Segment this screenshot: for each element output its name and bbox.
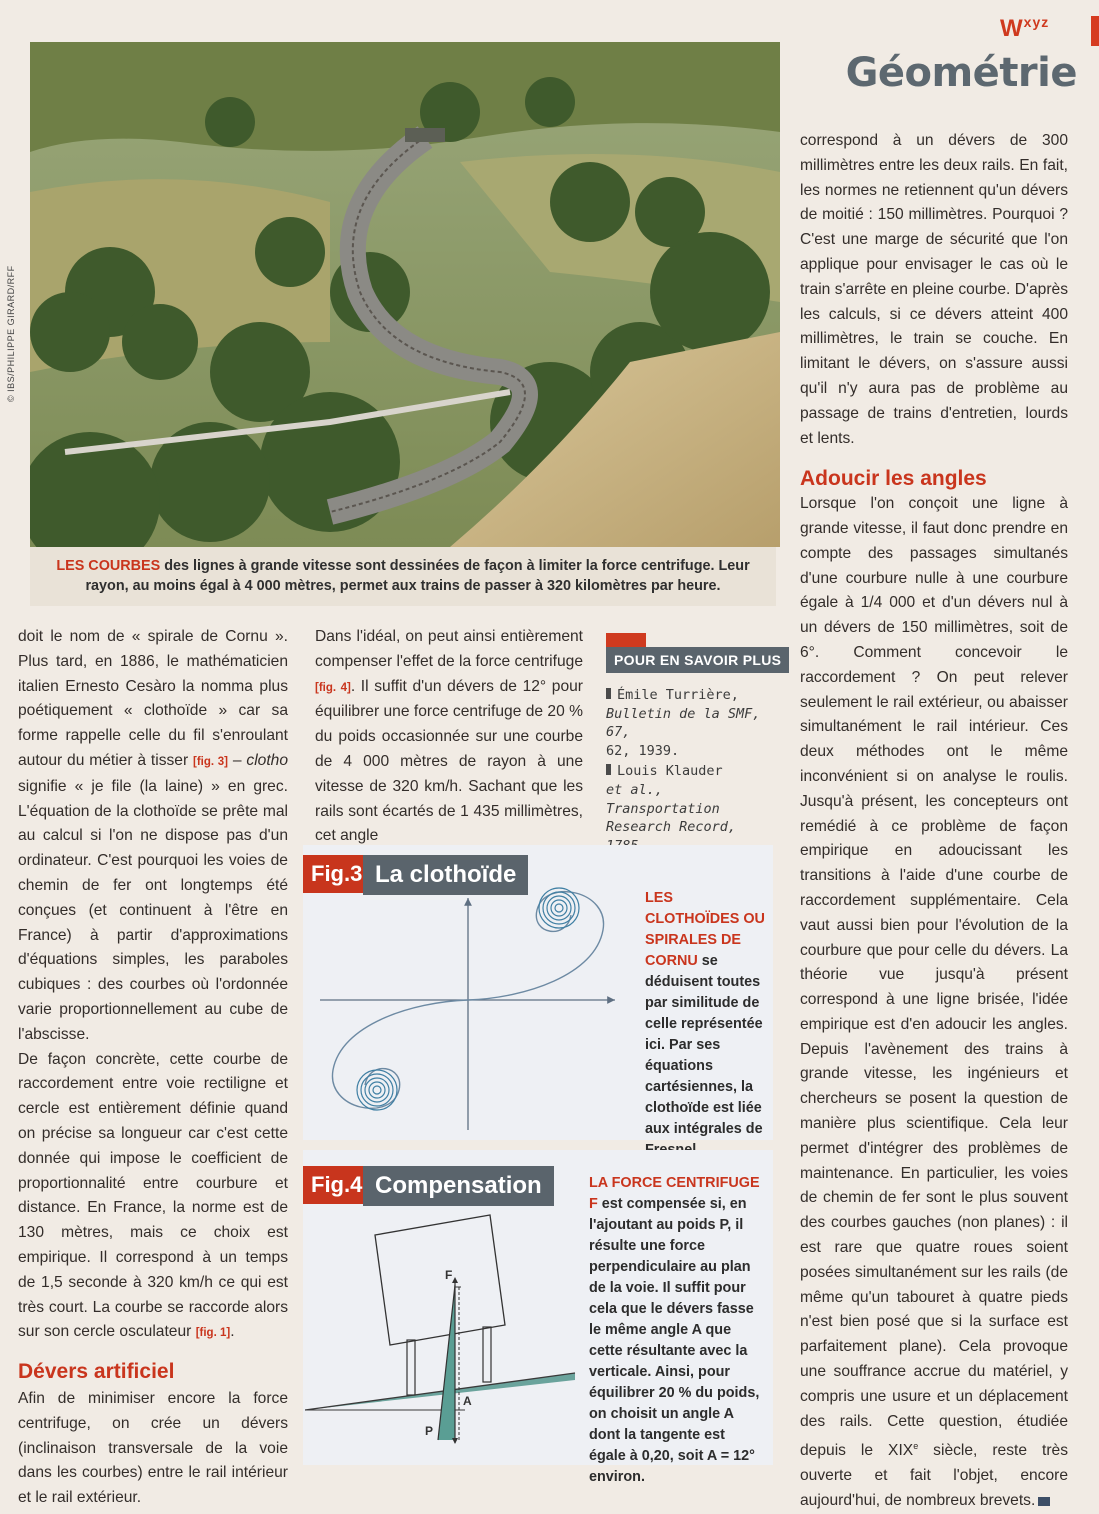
railway-landscape-illustration bbox=[30, 42, 780, 547]
bullet-square-icon bbox=[606, 688, 611, 699]
col2-paragraph bbox=[315, 625, 583, 849]
brand-letter: W bbox=[1000, 15, 1024, 42]
lower-spiral-center bbox=[357, 1070, 397, 1110]
col3-century-sup: e bbox=[913, 1441, 919, 1452]
photo-caption bbox=[38, 556, 768, 596]
brand-sup: xyz bbox=[1023, 14, 1050, 30]
fig4-caption bbox=[589, 1173, 765, 1488]
clothoid-diagram bbox=[305, 880, 635, 1140]
col1-p1-text-c: signifie « je file (la laine) » en grec. L'équation de la clothoïde se prête mal au calcul si l'on ne dispose pas d'un ordinateur. C'est pourquoi les voies de chemin de fer ont longtemps été conçues (et continuent à l'être en France) à partir d'approximations d'équations simples, les paraboles cubiques : des courbes où l'ordonnée varie proportionnellement au cube de l'abscisse. bbox=[18, 777, 288, 1043]
col1-p1-italic: clotho bbox=[246, 751, 289, 769]
fig1-reference: [fig. 1] bbox=[195, 1327, 231, 1340]
fig3-reference: [fig. 3] bbox=[193, 755, 229, 768]
caption-rest: des lignes à grande vitesse sont dessinées de façon à limiter la force centrifuge. Leur rayon, au moins égal à 4 000 mètres, permet aux trains de passer à 320 kilomètres par heure. bbox=[85, 558, 750, 594]
col3-paragraph-2 bbox=[800, 492, 1068, 1514]
fig3-caption bbox=[645, 888, 765, 1161]
subhead-adoucir-les-angles: Adoucir les angles bbox=[800, 467, 987, 491]
railway-photo bbox=[30, 42, 780, 547]
fig4-title: Compensation bbox=[363, 1166, 554, 1206]
weight-label-p: P bbox=[425, 1424, 434, 1438]
upper-spiral-center bbox=[539, 888, 579, 928]
column-3 bbox=[800, 129, 1068, 1514]
col3-p2-end: siècle, reste très ouverte et fait l'objet, encore aujourd'hui, de nombreux brevets. bbox=[800, 1442, 1068, 1510]
end-of-article-icon bbox=[1038, 1497, 1050, 1506]
col2-text-a: Dans l'idéal, on peut ainsi entièrement compenser l'effet de la force centrifuge bbox=[315, 628, 583, 670]
bullet-square-icon bbox=[606, 764, 611, 775]
fig4-tag: Fig.4 bbox=[303, 1166, 370, 1204]
col1-paragraph-1 bbox=[18, 625, 288, 1048]
biblio-2-journal: et al., Transportation Research Record, bbox=[606, 781, 737, 836]
column-2 bbox=[315, 625, 583, 849]
fig3-tag: Fig.3 bbox=[303, 855, 370, 893]
biblio-entry-1 bbox=[606, 686, 776, 760]
clothoid-spiral-svg bbox=[305, 880, 635, 1135]
fig3-title: La clothoïde bbox=[363, 855, 528, 895]
col1-paragraph-3: Afin de minimiser encore la force centrifuge, on crée un dévers (inclinaison transversale de la voie dans les courbes) entre le rail intérieur et le rail extérieur. bbox=[18, 1389, 288, 1507]
fig4-reference: [fig. 4] bbox=[315, 681, 351, 694]
biblio-heading: POUR EN SAVOIR PLUS bbox=[606, 647, 789, 673]
biblio-accent-bar bbox=[606, 633, 646, 647]
fig3-caption-lead: LES CLOTHOÏDES OU SPIRALES DE CORNU bbox=[645, 890, 765, 969]
magazine-brand bbox=[1000, 14, 1049, 43]
subhead-devers-artificiel: Dévers artificiel bbox=[18, 1360, 175, 1384]
col3-paragraph-1: correspond à un dévers de 300 millimètres entre les deux rails. En fait, les normes ne retiennent qu'un dévers de moitié : 150 millimètres. Pourquoi ? C'est une marge de sécurité que l'on applique pour envisager le cas où le train s'arrête en pleine courbe. D'après les calculs, si ce dévers atteint 400 millimètres, le train se couche. En limitant le dévers, on s'assure aussi qu'il n'y aura pas de problème au passage de trains d'entretien, lourds et lents. bbox=[800, 132, 1068, 447]
caption-lead: LES COURBES bbox=[56, 558, 161, 574]
fig4-caption-rest: est compensée si, en l'ajoutant au poids P, il résulte une force perpendiculaire au plan de la voie. Il suffit pour cela que le dévers fasse le même angle A que cette résultante avec la verticale. Ainsi, pour équilibrer 20 % du poids, on choisit un angle A dont la tangente est égale à 0,20, soit A = 12° environ. bbox=[589, 1196, 760, 1485]
fig3-caption-rest: se déduisent toutes par similitude de celle représentée ici. Par ses équations cartésiennes, la clothoïde est liée aux intégrales de bbox=[645, 953, 763, 1137]
col3-p2-text: Lorsque l'on conçoit une ligne à grande vitesse, il faut donc prendre en compte des passages simultanés d'une courbure nulle à une courbure égale à 1/4 000 et d'un dévers nul à un dévers de 150 millimètres, soit de 6°. Comment concevoir le raccordement ? On peut relever seulement le rail extérieur, ou abaisser simultanément le rail intérieur. Ces deux méthodes ont le même inconvénient si on analyse le roulis. Jusqu'à présent, les concepteurs ont remédié à ce problème de façon empirique en adoucissant les transitions à l'aide d'une courbe de raccordement supplémentaire. Cela vaut aussi bien pour l'évolution de la courbure que pour celle du dévers. La théorie vue jusqu'à présent correspond à une ligne brisée, l'idée empirique est d'en adoucir les angles. Depuis l'avènement des trains à grande vitesse, les ingénieurs et chercheurs se posent la question de manière plus scientifique. Cela leur permet d'intégrer des problèmes de maintenance. En particulier, les voies de chemin de fer sont le plus souvent des courbes gauches (non planes) : il est rare que quatre roues soient posées simultanément sur les rails (de même qu'un tabouret à quatre pieds n'est bien posé que si la surface est parfaitement plane). Cela provoque une souffrance accrue du matériel, y compris une usure et un déplacement des rails. Cette question, étudiée depuis le bbox=[800, 495, 1068, 1460]
compensation-diagram bbox=[305, 1205, 585, 1465]
col2-text-b: . Il suffit d'un dévers de 12° pour équilibrer une force centrifuge de 20 % du poids occasionnée sur une courbe de 4 000 mètres de rayon à une vitesse de 320 km/h. Sachant que les rails sont écartés de 1 435 millimètres, cet angle bbox=[315, 677, 583, 845]
col1-p2-text: De façon concrète, cette courbe de raccordement entre voie rectiligne et cercle est entièrement définie quand on précise sa longueur car c'est cette donnée qui impose le coefficient de proportionnalité entre courbure et distance. En France, la norme est de 130 mètres, mais ce choix est empirique. Il correspond à un temps de 1,5 seconde à 320 km/h ce qui est très court. La courbe se raccorde alors sur son cercle osculateur bbox=[18, 1050, 288, 1341]
col3-century: XIX bbox=[888, 1442, 914, 1460]
force-label-f: F bbox=[445, 1268, 453, 1282]
biblio-1-rest: 62, 1939. bbox=[606, 742, 680, 759]
col1-p1-text-b: – bbox=[228, 751, 247, 769]
column-1 bbox=[18, 625, 288, 1511]
photo-credit: © IBS/PHILIPPE GIRARD/RFF bbox=[6, 265, 16, 402]
col1-p1-text-a: doit le nom de « spirale de Cornu ». Plus tard, en 1886, le mathématicien italien Ernesto Cesàro la nomma plus poétiquement « clothoïde » car sa forme rappelle celle du fil s'enroulant autour du métier à tisser bbox=[18, 628, 288, 769]
biblio-2-author: Louis Klauder bbox=[617, 763, 723, 780]
train-body bbox=[375, 1215, 505, 1345]
biblio-1-journal: Bulletin de la SMF, 67, bbox=[606, 705, 761, 741]
angle-label-a: A bbox=[463, 1394, 472, 1408]
fig4-caption-lead: LA FORCE CENTRIFUGE F bbox=[589, 1175, 760, 1212]
header-accent-bar bbox=[1091, 16, 1099, 46]
force-diagram-svg bbox=[305, 1205, 585, 1460]
col1-paragraph-2 bbox=[18, 1048, 288, 1347]
section-title: Géométrie bbox=[845, 50, 1077, 96]
col1-p2-end: . bbox=[230, 1323, 235, 1341]
biblio-1-author: Émile Turrière, bbox=[617, 687, 739, 703]
